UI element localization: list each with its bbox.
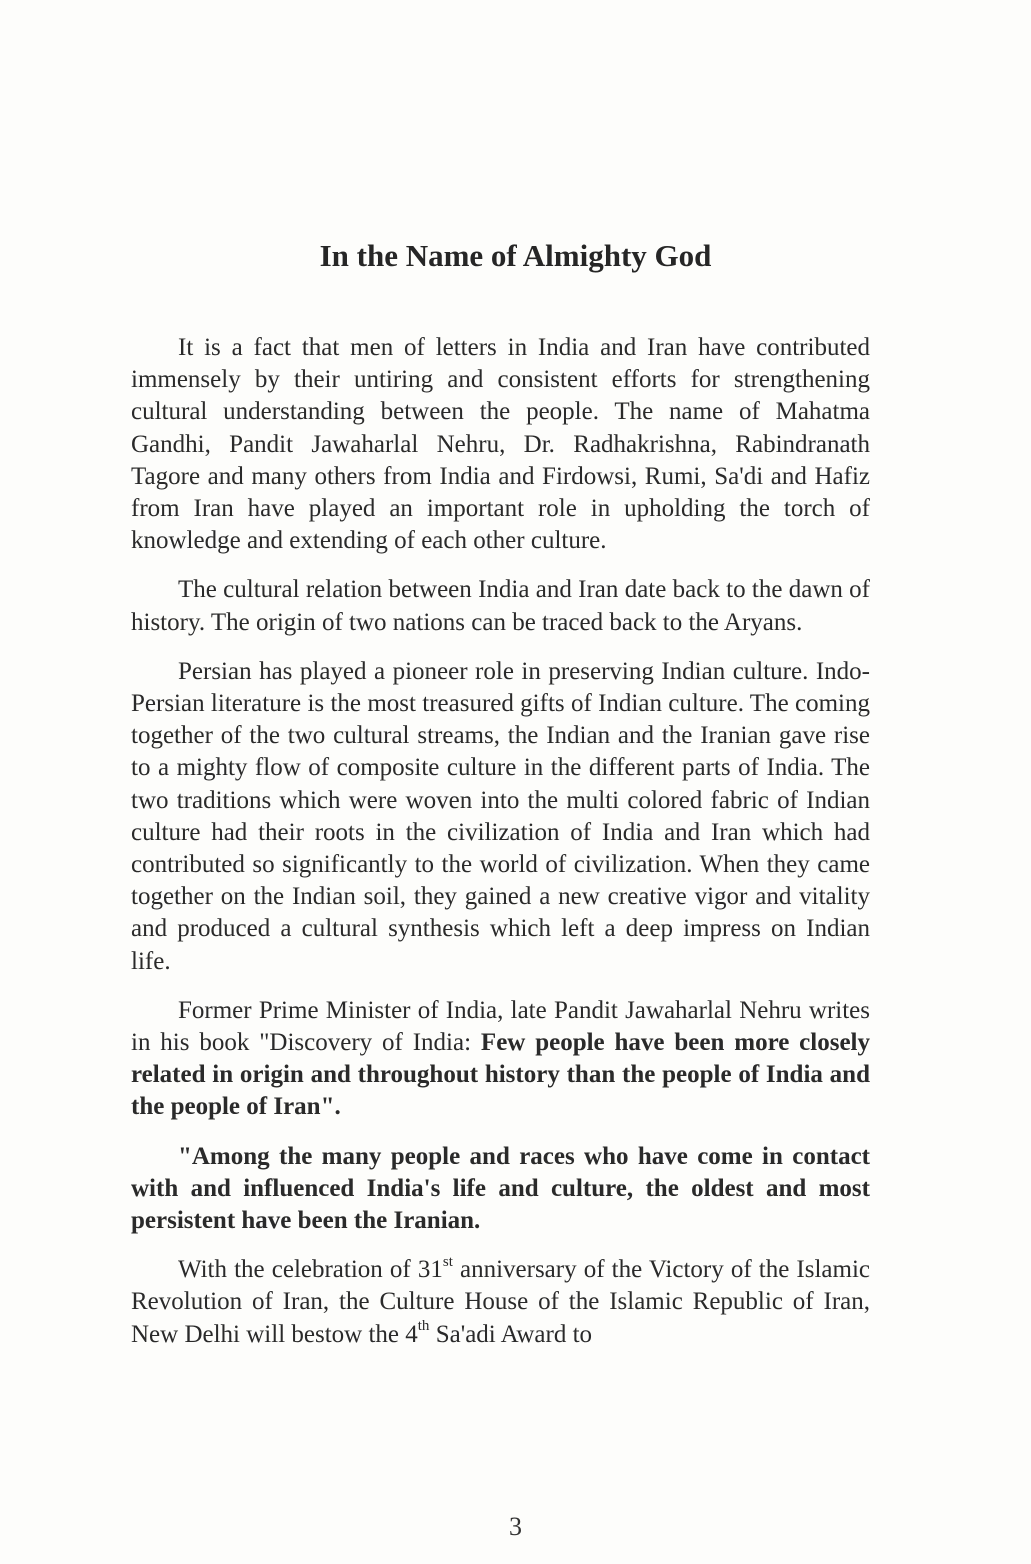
ordinal-suffix-th: th xyxy=(417,1318,430,1335)
paragraph-cultural-relation: The cultural relation between India and Iran date back to the dawn of history. The origin of two nations can be traced back to the Aryans. xyxy=(131,576,870,636)
celebration-part-1: With the celebration of 31 xyxy=(178,1256,443,1284)
paragraph-men-of-letters: It is a fact that men of letters in India and Iran have contributed immensely by their untiring and consistent efforts for strengthening cultural understanding between the people. The name of Mahatma Gandhi, Pandit Jawaharlal Nehru, Dr. Radhakrishna, Rabindranath Tagore and many others from India and Firdowsi, Rumi, Sa'di and Hafiz from Iran have played an important role in upholding the torch of knowledge and extending of each other culture. xyxy=(131,334,870,555)
paragraph-celebration xyxy=(131,1254,870,1351)
paragraph-iranian-quote: "Among the many people and races who have come in contact with and influenced India's life and culture, the oldest and most persistent have been the Iranian. xyxy=(131,1142,870,1235)
paragraph-nehru xyxy=(131,995,870,1124)
nehru-quote: Few people have been more closely related in origin and throughout history than the people of India and the people of Iran". xyxy=(131,1029,871,1121)
paragraph-persian-role: Persian has played a pioneer role in preserving Indian culture. Indo-Persian literature is the most treasured gifts of Indian culture. The coming together of the two cultural streams, the Indian and the Iranian gave rise to a mighty flow of composite culture in the different parts of India. The two traditions which were woven into the multi colored fabric of Indian culture had their roots in the civilization of India and Iran which had contributed so significantly to the world of civilization. When they came together on the Indian soil, they gained a new creative vigor and vitality and produced a cultural synthesis which left a deep impress on Indian life. xyxy=(131,657,870,975)
nehru-intro: Former Prime Minister of India, late Pandit Jawaharlal Nehru writes in his book "Discovery of India: xyxy=(131,996,870,1057)
celebration-part-2: anniversary of the Victory of the Islamic Revolution of Iran, the Culture House of the Islamic Republic of Iran, New Delhi will bestow the 4 xyxy=(131,1256,870,1348)
page-title: In the Name of Almighty God xyxy=(319,238,712,273)
ordinal-suffix-st: st xyxy=(442,1253,453,1270)
page-number: 3 xyxy=(509,1512,522,1541)
body-text xyxy=(131,332,870,1368)
celebration-part-3: Sa'adi Award to xyxy=(429,1320,593,1348)
